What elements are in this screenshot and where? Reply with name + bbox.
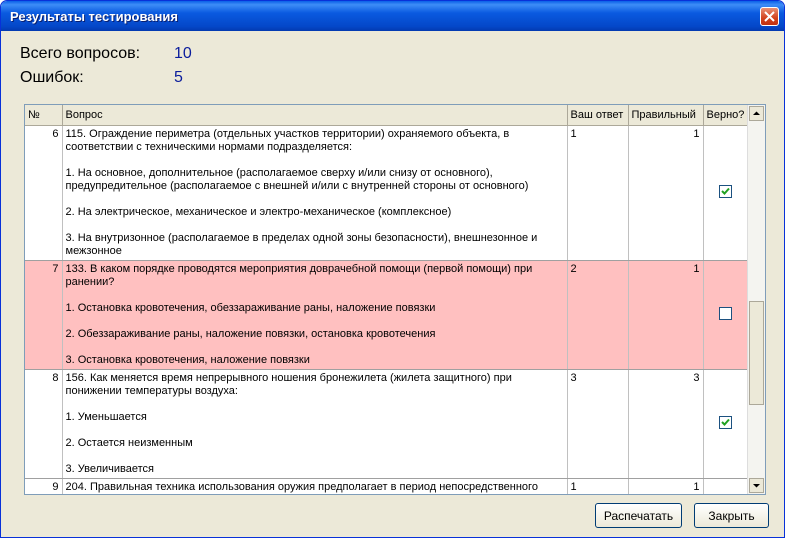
results-grid[interactable] <box>24 104 766 495</box>
answer-option: 1. Уменьшается <box>65 411 147 423</box>
is-correct-cell <box>703 370 748 479</box>
is-correct-cell <box>703 479 748 496</box>
is-correct-checkbox[interactable] <box>719 307 732 320</box>
total-questions-value: 10 <box>174 45 192 62</box>
is-correct-checkbox[interactable] <box>719 185 732 198</box>
title-bar[interactable] <box>1 1 784 31</box>
row-number: 8 <box>25 370 62 479</box>
question-text: 115. Ограждение периметра (отдельных участков территории) охраняемого объекта, в соответствии с техническими нормами подразделяется: <box>65 128 510 153</box>
correct-answer-cell: 1 <box>628 479 703 496</box>
answer-option: 3. На внутризонное (располагаемое в пределах одной зоны безопасности), внешнезонное и межзонное <box>65 232 538 257</box>
close-button[interactable]: Закрыть <box>694 503 769 528</box>
close-icon <box>764 11 775 22</box>
question-text: 156. Как меняется время непрерывного ношения бронежилета (жилета защитного) при понижении температуры воздуха: <box>65 372 512 397</box>
is-correct-cell <box>703 261 748 370</box>
checkmark-icon <box>721 418 730 427</box>
table-row[interactable] <box>25 261 748 370</box>
is-correct-cell <box>703 126 748 261</box>
vertical-scrollbar[interactable] <box>747 105 765 494</box>
table-row[interactable] <box>25 126 748 261</box>
total-questions-label: Всего вопросов: <box>20 45 141 62</box>
question-cell <box>62 370 567 479</box>
window-title: Результаты тестирования <box>10 9 178 24</box>
arrow-down-icon <box>750 479 763 492</box>
row-number: 9 <box>25 479 62 496</box>
correct-answer-cell: 1 <box>628 261 703 370</box>
correct-answer-cell: 1 <box>628 126 703 261</box>
table-row[interactable] <box>25 370 748 479</box>
table-row[interactable] <box>25 479 748 496</box>
column-header-is-correct[interactable]: Верно? <box>703 105 748 126</box>
column-header-correct[interactable]: Правильный <box>628 105 703 126</box>
column-header-your-answer[interactable]: Ваш ответ <box>567 105 628 126</box>
scroll-up-button[interactable] <box>749 106 764 121</box>
column-header-question[interactable]: Вопрос <box>62 105 567 126</box>
answer-option: 2. Остается неизменным <box>65 437 193 449</box>
total-questions-row <box>20 45 192 63</box>
question-cell <box>62 261 567 370</box>
answer-option: 3. Увеличивается <box>65 463 154 475</box>
close-window-button[interactable] <box>760 7 779 26</box>
checkmark-icon <box>721 187 730 196</box>
is-correct-checkbox[interactable] <box>719 416 732 429</box>
answer-option: 2. На электрическое, механическое и электро-механическое (комплексное) <box>65 206 452 218</box>
column-header-num[interactable]: № <box>25 105 62 126</box>
question-cell <box>62 126 567 261</box>
answer-option: 1. На основное, дополнительное (располагаемое сверху и/или снизу от основного), предупредительное (располагаемое с внешней и/или с внутренней стороны от основного) <box>65 167 529 192</box>
answer-option: 1. Остановка кровотечения, обеззараживание раны, наложение повязки <box>65 302 436 314</box>
errors-value: 5 <box>174 69 183 86</box>
question-cell <box>62 479 567 496</box>
row-number: 7 <box>25 261 62 370</box>
row-number: 6 <box>25 126 62 261</box>
correct-answer-cell: 3 <box>628 370 703 479</box>
your-answer-cell: 1 <box>567 126 628 261</box>
your-answer-cell: 3 <box>567 370 628 479</box>
errors-label: Ошибок: <box>20 69 84 86</box>
print-button[interactable]: Распечатать <box>595 503 682 528</box>
answer-option: 3. Остановка кровотечения, наложение повязки <box>65 354 310 366</box>
question-text: 133. В каком порядке проводятся мероприятия доврачебной помощи (первой помощи) при ранении? <box>65 263 533 288</box>
scroll-thumb[interactable] <box>749 301 764 405</box>
answer-option: 2. Обеззараживание раны, наложение повязки, остановка кровотечения <box>65 328 436 340</box>
table-header <box>25 105 748 126</box>
question-text: 204. Правильная техника использования оружия предполагает в период непосредственного <box>65 481 538 493</box>
your-answer-cell: 2 <box>567 261 628 370</box>
errors-row <box>20 69 183 87</box>
scroll-down-button[interactable] <box>749 478 764 493</box>
results-table <box>25 105 749 495</box>
your-answer-cell: 1 <box>567 479 628 496</box>
arrow-up-icon <box>750 107 763 120</box>
